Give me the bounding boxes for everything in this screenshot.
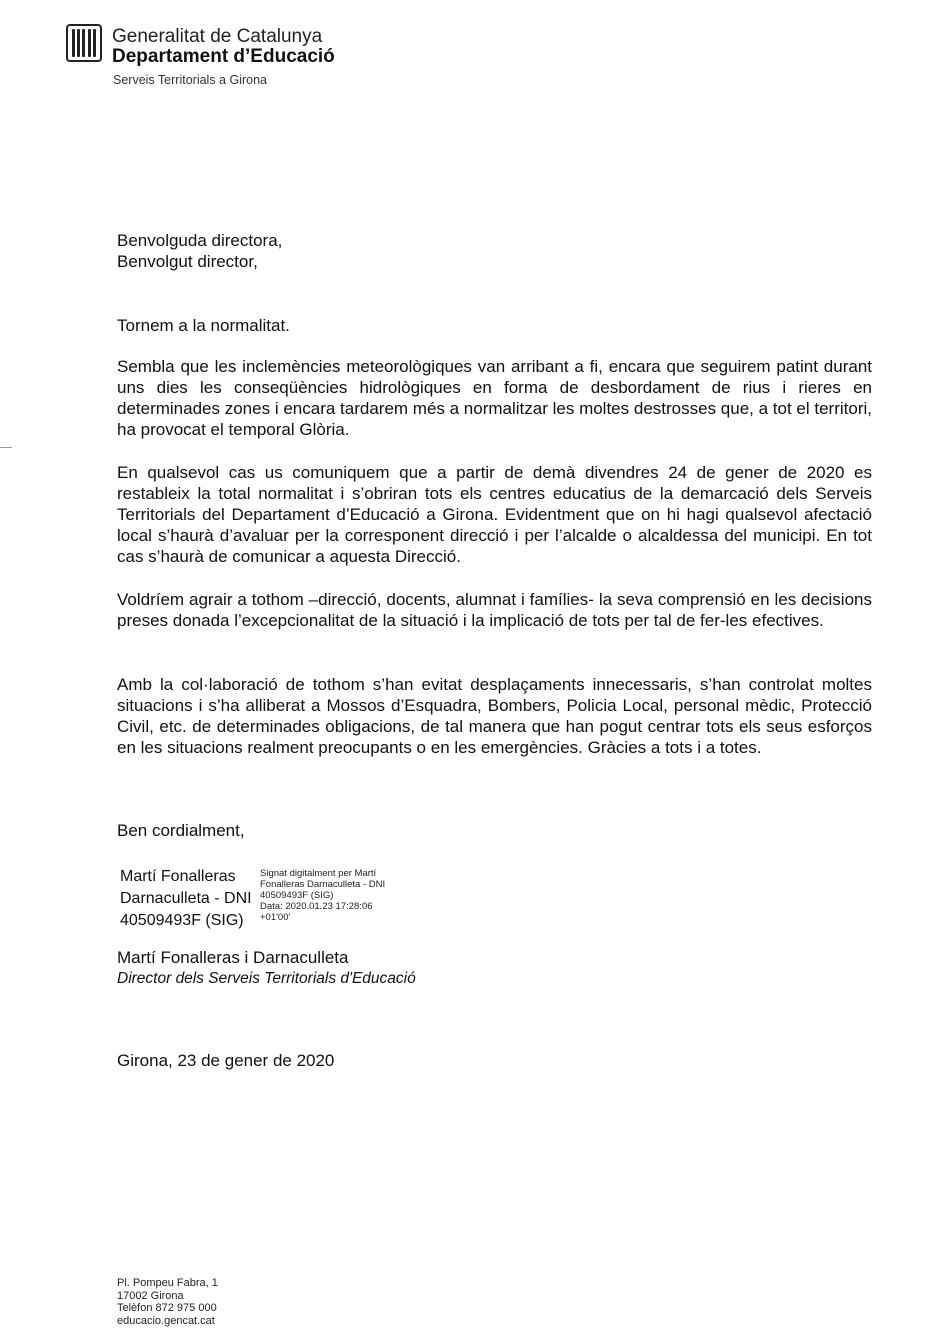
footer-phone: Telèfon 872 975 000 [117,1302,217,1315]
paragraph-5: Amb la col·laboració de tothom s’han evitat desplaçaments innecessaris, s’han controlat moltes situacions i s’ha alliberat a Mossos d’Esquadra, Bombers, Policia Local, personal mèdic, Protecció Civil, etc. de determinades obligacions, de tal manera que han pogut centrar tots els seus esforços en les situacions realment preocupants o en les emergències. Gràcies a tots i a totes. [117,675,872,757]
digital-signature [120,866,385,932]
letterhead-text [112,24,335,87]
paragraph-4: Voldríem agrair a tothom –direcció, docents, alumnat i famílies- la seva comprensió en les decisions preses donada l’excepcionalitat de la situació i la implicació de tots per tal de fer-les efectives. [117,590,872,630]
paragraph-1: Tornem a la normalitat. [117,316,290,335]
salutation-line-1: Benvolguda directora, [117,231,283,250]
footer-contact [117,1277,218,1327]
letterhead-logo [66,24,335,87]
signer-title: Director dels Serveis Territorials d'Educació [117,970,416,987]
signature-details: Signat digitalment per Martí Fonalleras Darnaculleta - DNI 40509493F (SIG) Data: 2020.01.23 17:28:06 +01'00' [260,868,386,923]
catalan-emblem-icon [66,24,102,62]
salutation [117,230,872,272]
place-date: Girona, 23 de gener de 2020 [117,1051,335,1070]
org-name: Generalitat de Catalunya [112,26,323,47]
footer-city: 17002 Girona [117,1289,184,1302]
signer-name: Martí Fonalleras i Darnaculleta [117,948,349,967]
signature-name: Martí Fonalleras Darnaculleta - DNI 40509493F (SIG) [120,868,252,929]
footer-website: educacio.gencat.cat [117,1314,215,1327]
department-name: Departament d’Educació [112,46,335,67]
footer-address: Pl. Pompeu Fabra, 1 [117,1277,218,1289]
territorial-service: Serveis Territorials a Girona [113,73,267,87]
signer-block [117,947,416,989]
paragraph-3: En qualsevol cas us comuniquem que a partir de demà divendres 24 de gener de 2020 es restableix la total normalitat i s’obriran tots els centres educatius de la demarcació dels Serveis Territorials del Departament d’Educació a Girona. Evidentment que on hi hagi qualsevol afectació local s’haurà d’avaluar per la corresponent direcció i per l’alcalde o alcaldessa del municipi. En tot cas s’haurà de comunicar a aquesta Direcció. [117,463,872,566]
salutation-line-2: Benvolgut director, [117,252,258,271]
margin-mark [0,447,12,448]
closing: Ben cordialment, [117,821,245,840]
paragraph-2: Sembla que les inclemències meteorològiques van arribant a fi, encara que seguirem patint durant uns dies les conseqüències hidrològiques en forma de desbordament de rius i rieres en determinades zones i encara tardarem més a normalitzar les moltes destrosses que, a tot el territori, ha provocat el temporal Glòria. [117,357,872,439]
